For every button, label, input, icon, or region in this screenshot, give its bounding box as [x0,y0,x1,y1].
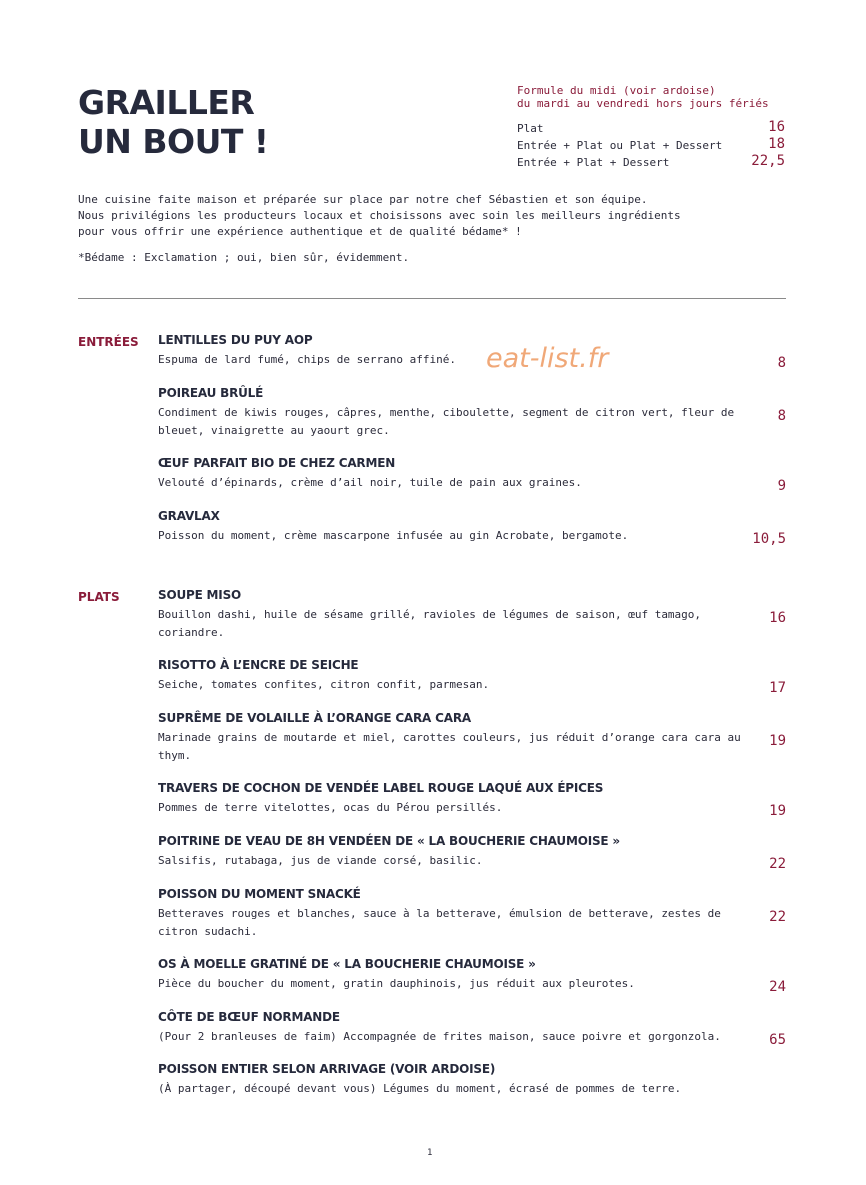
menu-item-price: 17 [769,680,786,696]
menu-item-price: 9 [777,478,786,494]
menu-item-description: Pièce du boucher du moment, gratin dauphinois, jus réduit aux pleurotes. [158,977,635,990]
menu-item-price: 8 [777,408,786,424]
intro-line: Nous privilégions les producteurs locaux et choisissons avec soin les meilleurs ingrédients [78,209,681,222]
menu-item [158,509,786,545]
menu-item-description: Seiche, tomates confites, citron confit, parmesan. [158,678,490,691]
menu-item-name: POITRINE DE VEAU DE 8H VENDÉEN DE « LA BOUCHERIE CHAUMOISE » [158,834,620,848]
menu-item-price: 19 [769,733,786,749]
intro-line: Une cuisine faite maison et préparée sur place par notre chef Sébastien et son équipe. [78,193,648,206]
menu-title-line-2: UN BOUT ! [78,122,269,161]
menu-item-name: POISSON DU MOMENT SNACKÉ [158,887,361,901]
menu-item-price: 8 [777,355,786,371]
menu-item-price: 22 [769,909,786,925]
menu-item-description: Poisson du moment, crème mascarpone infusée au gin Acrobate, bergamote. [158,529,629,542]
menu-item-description: Marinade grains de moutarde et miel, carottes couleurs, jus réduit d’orange cara cara au thym. [158,731,741,762]
menu-item-description: Bouillon dashi, huile de sésame grillé, ravioles de légumes de saison, œuf tamago, coriandre. [158,608,702,639]
menu-item [158,887,786,941]
menu-item-price: 19 [769,803,786,819]
lunch-formula-option-label: Plat [517,122,544,135]
menu-item-description: Condiment de kiwis rouges, câpres, menthe, ciboulette, segment de citron vert, fleur de bleuet, vinaigrette au yaourt grec. [158,406,735,437]
menu-item-price: 10,5 [752,531,786,547]
lunch-formula-option [517,137,785,152]
menu-item-description: Velouté d’épinards, crème d’ail noir, tuile de pain aux graines. [158,476,582,489]
lunch-formula-subheading: du mardi au vendredi hors jours fériés [517,97,769,110]
menu-item-name: CÔTE DE BŒUF NORMANDE [158,1010,340,1024]
menu-item-price: 22 [769,856,786,872]
watermark: eat-list.fr [486,343,609,374]
lunch-formula-heading: Formule du midi (voir ardoise) [517,84,716,97]
lunch-formula-option-label: Entrée + Plat + Dessert [517,156,670,169]
menu-item-name: RISOTTO À L’ENCRE DE SEICHE [158,658,359,672]
menu-title-line-1: GRAILLER [78,83,255,122]
menu-item-name: POIREAU BRÛLÉ [158,386,264,400]
menu-item [158,957,786,993]
menu-item-description: (Pour 2 branleuses de faim) Accompagnée de frites maison, sauce poivre et gorgonzola. [158,1030,721,1043]
menu-item-description: Salsifis, rutabaga, jus de viande corsé, basilic. [158,854,483,867]
menu-item [158,1010,786,1046]
menu-item-name: GRAVLAX [158,509,220,523]
lunch-formula [517,84,785,169]
menu-item-name: SOUPE MISO [158,588,242,602]
menu-item-name: OS À MOELLE GRATINÉ DE « LA BOUCHERIE CHAUMOISE » [158,957,536,971]
menu-item [158,1062,786,1098]
section-label-entrees: ENTRÉES [78,335,139,349]
menu-item [158,834,786,870]
lunch-formula-option [517,154,785,169]
menu-item-description: Betteraves rouges et blanches, sauce à la betterave, émulsion de betterave, zestes de citron sudachi. [158,907,721,938]
intro-text [78,192,798,240]
menu-item [158,588,786,642]
menu-item-name: ŒUF PARFAIT BIO DE CHEZ CARMEN [158,456,396,470]
footnote: *Bédame : Exclamation ; oui, bien sûr, évidemment. [78,251,410,264]
menu-item-description: Pommes de terre vitelottes, ocas du Pérou persillés. [158,801,503,814]
menu-item-description: Espuma de lard fumé, chips de serrano affiné. [158,353,457,366]
menu-item-price: 65 [769,1032,786,1048]
intro-line: pour vous offrir une expérience authentique et de qualité bédame* ! [78,225,522,238]
section-label-plats: PLATS [78,590,120,604]
menu-item [158,658,786,694]
menu-title [78,83,268,161]
menu-item [158,333,786,369]
menu-item-price: 16 [769,610,786,626]
menu-item [158,711,786,765]
menu-item-description: (À partager, découpé devant vous) Légumes du moment, écrasé de pommes de terre. [158,1082,682,1095]
menu-item-price: 24 [769,979,786,995]
menu-item-name: LENTILLES DU PUY AOP [158,333,313,347]
menu-item [158,781,786,817]
section-divider [78,298,786,299]
menu-item [158,386,786,440]
lunch-formula-option-price: 18 [768,136,785,152]
page-number: 1 [427,1148,433,1158]
menu-item-name: SUPRÊME DE VOLAILLE À L’ORANGE CARA CARA [158,711,471,725]
menu-item-name: TRAVERS DE COCHON DE VENDÉE LABEL ROUGE LAQUÉ AUX ÉPICES [158,781,604,795]
lunch-formula-option-label: Entrée + Plat ou Plat + Dessert [517,139,723,152]
lunch-formula-option-price: 22,5 [751,153,785,169]
lunch-formula-option [517,120,785,135]
menu-item [158,456,786,492]
menu-item-name: POISSON ENTIER SELON ARRIVAGE (VOIR ARDOISE) [158,1062,496,1076]
lunch-formula-option-price: 16 [768,119,785,135]
